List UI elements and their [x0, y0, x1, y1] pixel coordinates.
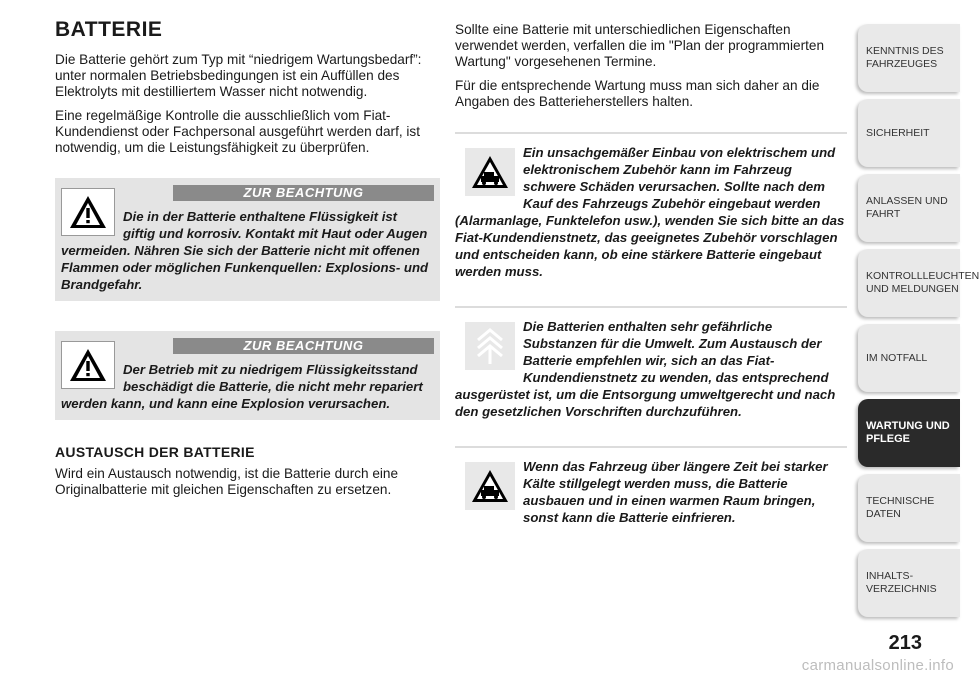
- note-text: Ein unsachgemäßer Einbau von elektrischem und elektronischem Zubehör kann im Fahrzeug schwere Schäden verursachen. Sollte nach dem Kauf des Fahrzeugs Zubehör eingebaut werden (Alarmanlage, Funktelefon usw.), wenden Sie sich bitte an das Fiat-Kundendienstnetz, das geeignetes Zubehör vorschlagen und entscheiden kann, ob eine stärkere Batterie eingebaut werden muss.: [455, 145, 845, 279]
- tab-inhaltsverzeichnis[interactable]: INHALTS- VERZEICHNIS: [858, 549, 960, 617]
- warning-box-2: [55, 331, 440, 420]
- tree-environment-icon: [465, 322, 515, 370]
- car-caution-icon: [465, 462, 515, 510]
- tab-kenntnis[interactable]: KENNTNIS DES FAHRZEUGES: [858, 24, 960, 92]
- warning-header: ZUR BEACHTUNG: [173, 185, 434, 201]
- tab-kontrollleuchten[interactable]: KONTROLLLEUCHTEN UND MELDUNGEN: [858, 249, 960, 317]
- section-title: BATTERIE: [55, 18, 163, 41]
- note-environment: [455, 306, 847, 420]
- paragraph-maintenance: Die Batterie gehört zum Typ mit “niedrigem Wartungsbedarf”: unter normalen Betriebsbedingungen ist ein Auffüllen des Elektrolyts mit destilliertem Wasser nicht notwendig.: [55, 52, 422, 99]
- note-cold: [455, 446, 847, 526]
- note-text: Wenn das Fahrzeug über längere Zeit bei starker Kälte stillgelegt werden muss, die Batterie ausbauen und in einen warmen Raum bringen, sonst kann die Batterie einfrieren.: [523, 459, 828, 525]
- paragraph-manufacturer: Für die entsprechende Wartung muss man sich daher an die Angaben des Batterieherstellers halten.: [455, 78, 820, 109]
- watermark: carmanualsonline.info: [801, 657, 954, 674]
- warning-header: ZUR BEACHTUNG: [173, 338, 434, 354]
- warning-text: Die in der Batterie enthaltene Flüssigkeit ist giftig und korrosiv. Kontakt mit Haut oder Augen vermeiden. Nähren Sie sich der Batterie nicht mit offenen Flammen oder möglichen Funkenquellen: Explosions- und Brandgefahr.: [61, 209, 429, 292]
- tab-im-notfall[interactable]: IM NOTFALL: [858, 324, 960, 392]
- tab-wartung-active[interactable]: WARTUNG UND PFLEGE: [858, 399, 960, 467]
- tab-technische-daten[interactable]: TECHNISCHE DATEN: [858, 474, 960, 542]
- car-caution-icon: [465, 148, 515, 196]
- left-column: [55, 18, 440, 506]
- note-accessories: [455, 132, 847, 280]
- warning-text: Der Betrieb mit zu niedrigem Flüssigkeitsstand beschädigt die Batterie, die nicht mehr repariert werden kann, und kann eine Explosion verursachen.: [61, 362, 423, 411]
- page-number: 213: [888, 632, 922, 654]
- note-text: Die Batterien enthalten sehr gefährliche Substanzen für die Umwelt. Zum Austausch der Batterie empfehlen wir, sich an das Fiat-Kundendienstnetz zu wenden, das entsprechend ausgerüstet ist, um die Entsorgung umweltgerecht und nach den gesetzlichen Vorschriften durchzuführen.: [455, 319, 836, 419]
- tab-anlassen[interactable]: ANLASSEN UND FAHRT: [858, 174, 960, 242]
- right-column: [455, 22, 847, 526]
- paragraph-replacement: Wird ein Austausch notwendig, ist die Batterie durch eine Originalbatterie mit gleichen Eigenschaften zu ersetzen.: [55, 466, 399, 497]
- subsection-title: AUSTAUSCH DER BATTERIE: [55, 444, 255, 460]
- warning-triangle-icon: [61, 341, 115, 389]
- chapter-tabs: [858, 24, 979, 624]
- paragraph-different-battery: Sollte eine Batterie mit unterschiedlichen Eigenschaften verwendet werden, verfallen die im "Plan der programmierten Wartung" vorgesehenen Termine.: [455, 22, 825, 69]
- tab-sicherheit[interactable]: SICHERHEIT: [858, 99, 960, 167]
- paragraph-inspection: Eine regelmäßige Kontrolle die ausschließlich vom Fiat-Kundendienst oder Fachpersonal ausgeführt werden darf, ist notwendig, um die Leistungsfähigkeit zu überprüfen.: [55, 108, 420, 155]
- warning-box-1: [55, 178, 440, 301]
- warning-triangle-icon: [61, 188, 115, 236]
